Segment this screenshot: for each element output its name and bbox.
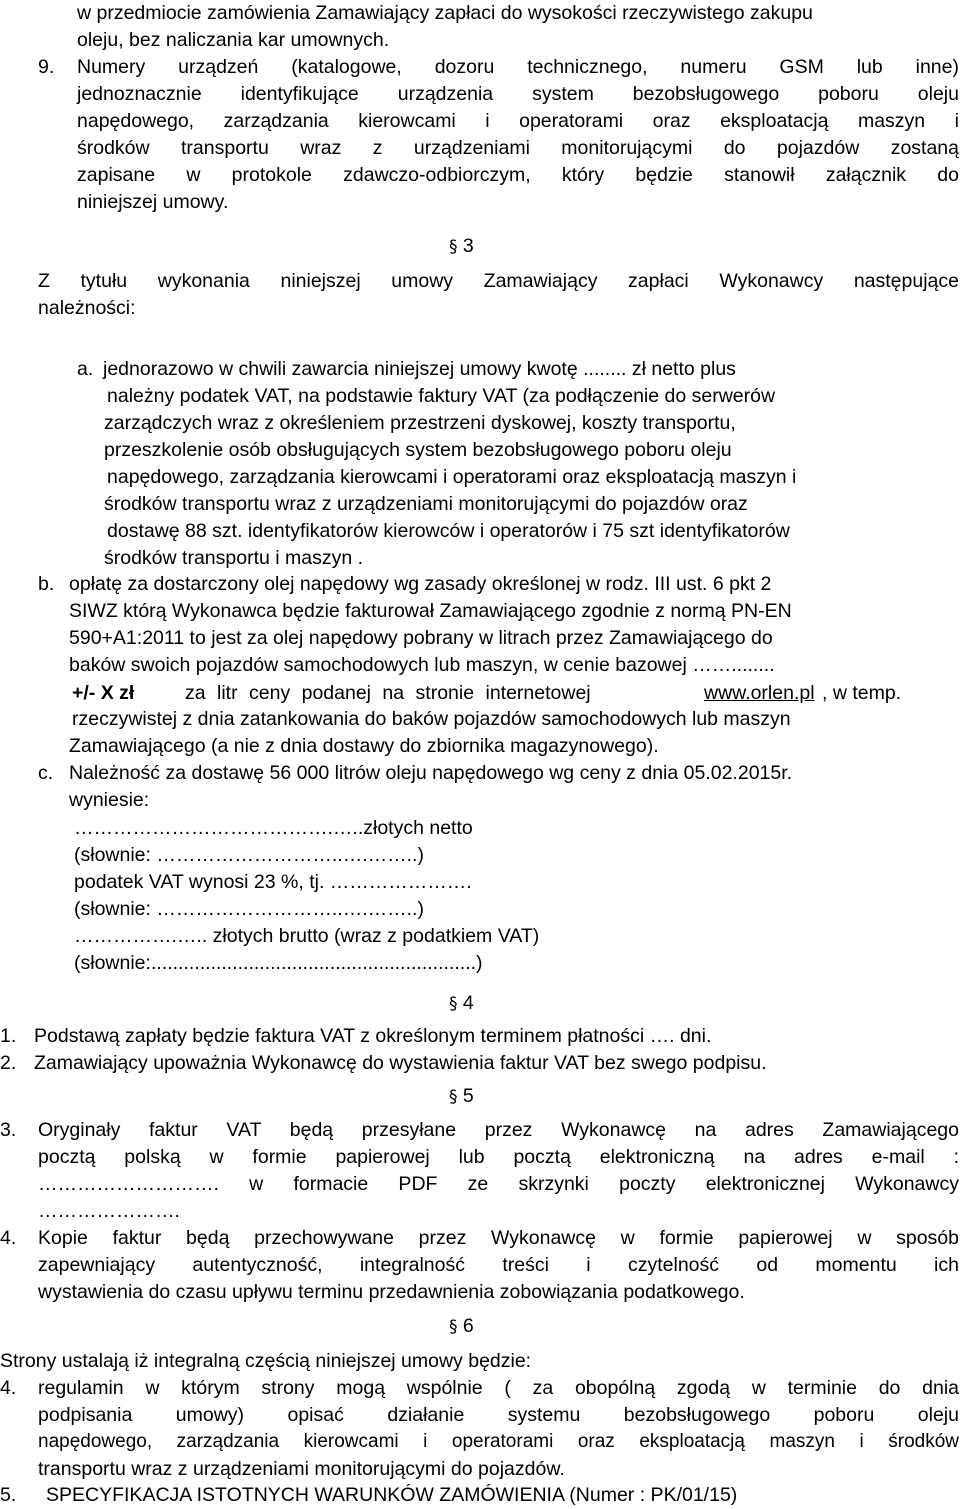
text-line: regulamin w którym strony mogą wspólnie ( za obopólną zgodą w terminie do dnia xyxy=(38,1377,959,1399)
section-number: 3 xyxy=(462,235,474,257)
text-line: SPECYFIKACJA ISTOTNYCH WARUNKÓW ZAMÓWIENIA (Numer : PK/01/15) xyxy=(46,1484,738,1506)
section-symbol: § xyxy=(449,1317,458,1337)
text-line: przeszkolenie osób obsługujących system bezobsługowego poboru oleju xyxy=(104,439,732,461)
text-line: napędowego, zarządzania kierowcami i operatorami oraz eksploatacją maszyn i środków xyxy=(38,1431,959,1452)
price-text-end: , w temp. xyxy=(822,682,902,704)
text-line: Strony ustalają iż integralną częścią niniejszej umowy będzie: xyxy=(0,1350,532,1372)
text-line: transportu wraz z urządzeniami monitorującymi do pojazdów. xyxy=(38,1458,565,1480)
list-number: 2. xyxy=(0,1052,17,1074)
list-letter: a. xyxy=(77,358,94,380)
section-heading-6 xyxy=(449,1313,474,1340)
text-line: (słownie: ………………………..….……..) xyxy=(74,844,424,866)
text-line: ………………………………….…..złotych netto xyxy=(74,817,473,839)
section-number: 4 xyxy=(462,992,474,1014)
text-line: opłatę za dostarczony olej napędowy wg zasady określonej w rodz. III ust. 6 pkt 2 xyxy=(69,573,772,595)
text-line: środków transportu i maszyn . xyxy=(104,547,364,569)
text-line: wyniesie: xyxy=(69,789,150,811)
text-line: niniejszej umowy. xyxy=(77,191,229,213)
text-line: podatek VAT wynosi 23 %, tj. …………………. xyxy=(74,871,472,893)
text-line: Podstawą zapłaty będzie faktura VAT z określonym terminem płatności …. dni. xyxy=(34,1025,712,1047)
section-heading-5 xyxy=(449,1083,474,1110)
orlen-link[interactable]: www.orlen.pl xyxy=(704,682,815,704)
section-number: 5 xyxy=(462,1085,474,1107)
text-line: należności: xyxy=(38,297,136,319)
text-line: jednorazowo w chwili zawarcia niniejszej umowy kwotę ........ zł netto plus xyxy=(103,358,736,380)
text-line: podpisania umowy) opisać działanie systemu bezobsługowego poboru oleju xyxy=(38,1404,959,1426)
text-line: oleju, bez naliczania kar umownych. xyxy=(77,29,390,51)
text-line: baków swoich pojazdów samochodowych lub maszyn, w cenie bazowej ……........ xyxy=(69,654,775,676)
text-line: Zamawiający upoważnia Wykonawcę do wystawienia faktur VAT bez swego podpisu. xyxy=(34,1052,767,1074)
text-line: należny podatek VAT, na podstawie faktury VAT (za podłączenie do serwerów xyxy=(107,385,776,407)
text-line: napędowego, zarządzania kierowcami i operatorami oraz eksploatacją maszyn i xyxy=(77,110,959,132)
text-line: Z tytułu wykonania niniejszej umowy Zamawiający zapłaci Wykonawcy następujące xyxy=(38,270,959,292)
price-text: za litr ceny podanej na stronie internetowej xyxy=(185,682,591,704)
text-line: zapewniający autentyczność, integralność treści i czytelność od momentu ich xyxy=(38,1254,959,1276)
text-line: …………….….. złotych brutto (wraz z podatkiem VAT) xyxy=(74,925,540,947)
text-line: rzeczywistej z dnia zatankowania do baków pojazdów samochodowych lub maszyn xyxy=(72,708,791,730)
section-heading-4 xyxy=(449,990,474,1017)
text-line: wystawienia do czasu upływu terminu przedawnienia zobowiązania podatkowego. xyxy=(38,1281,745,1303)
text-line: Należność za dostawę 56 000 litrów oleju napędowego wg ceny z dnia 05.02.2015r. xyxy=(69,762,793,784)
text-line: Numery urządzeń (katalogowe, dozoru technicznego, numeru GSM lub inne) xyxy=(77,56,959,78)
section-symbol: § xyxy=(449,237,458,257)
text-line: Kopie faktur będą przechowywane przez Wykonawcę w formie papierowej w sposób xyxy=(38,1227,959,1249)
text-line: …………………. xyxy=(38,1200,180,1222)
text-line: zapisane w protokole zdawczo-odbiorczym, który będzie stanowił załącznik do xyxy=(77,164,959,186)
price-modifier: +/- X zł xyxy=(72,682,135,704)
section-symbol: § xyxy=(449,994,458,1014)
text-line: zarządczych wraz z określeniem przestrzeni dyskowej, koszty transportu, xyxy=(104,412,736,434)
text-line: Zamawiającego (a nie z dnia dostawy do zbiornika magazynowego). xyxy=(69,735,659,757)
section-symbol: § xyxy=(449,1087,458,1107)
text-line: dostawę 88 szt. identyfikatorów kierowców i operatorów i 75 szt identyfikatorów xyxy=(107,520,790,542)
list-number: 4. xyxy=(0,1377,17,1399)
list-number: 4. xyxy=(0,1227,17,1249)
text-line: środków transportu wraz z urządzeniami monitorującymi do pojazdów zostaną xyxy=(77,137,959,159)
text-line: (słownie:............................................................) xyxy=(74,952,483,974)
text-line: jednoznacznie identyfikujące urządzenia system bezobsługowego poboru oleju xyxy=(77,83,959,105)
list-number: 3. xyxy=(0,1119,17,1141)
list-number: 9. xyxy=(38,56,55,78)
text-line: SIWZ którą Wykonawca będzie fakturował Zamawiającego zgodnie z normą PN-EN xyxy=(69,600,792,622)
section-heading-3 xyxy=(449,233,474,260)
section-number: 6 xyxy=(462,1315,474,1337)
text-line: napędowego, zarządzania kierowcami i operatorami oraz eksploatacją maszyn i xyxy=(107,466,797,488)
text-line: (słownie: ………………………..….……..) xyxy=(74,898,424,920)
list-number: 5. xyxy=(0,1484,17,1506)
list-letter: c. xyxy=(38,762,54,784)
text-line: ………………………. w formacie PDF ze skrzynki poczty elektronicznej Wykonawcy xyxy=(38,1173,959,1195)
text-line: w przedmiocie zamówienia Zamawiający zapłaci do wysokości rzeczywistego zakupu xyxy=(77,2,813,24)
list-letter: b. xyxy=(38,573,55,595)
text-line: Oryginały faktur VAT będą przesyłane przez Wykonawcę na adres Zamawiającego xyxy=(38,1119,959,1141)
list-number: 1. xyxy=(0,1025,17,1047)
text-line: środków transportu wraz z urządzeniami monitorującymi do pojazdów oraz xyxy=(104,493,748,515)
text-line: pocztą polską w formie papierowej lub pocztą elektroniczną na adres e-mail : xyxy=(38,1146,959,1168)
text-line: 590+A1:2011 to jest za olej napędowy pobrany w litrach przez Zamawiającego do xyxy=(69,627,773,649)
